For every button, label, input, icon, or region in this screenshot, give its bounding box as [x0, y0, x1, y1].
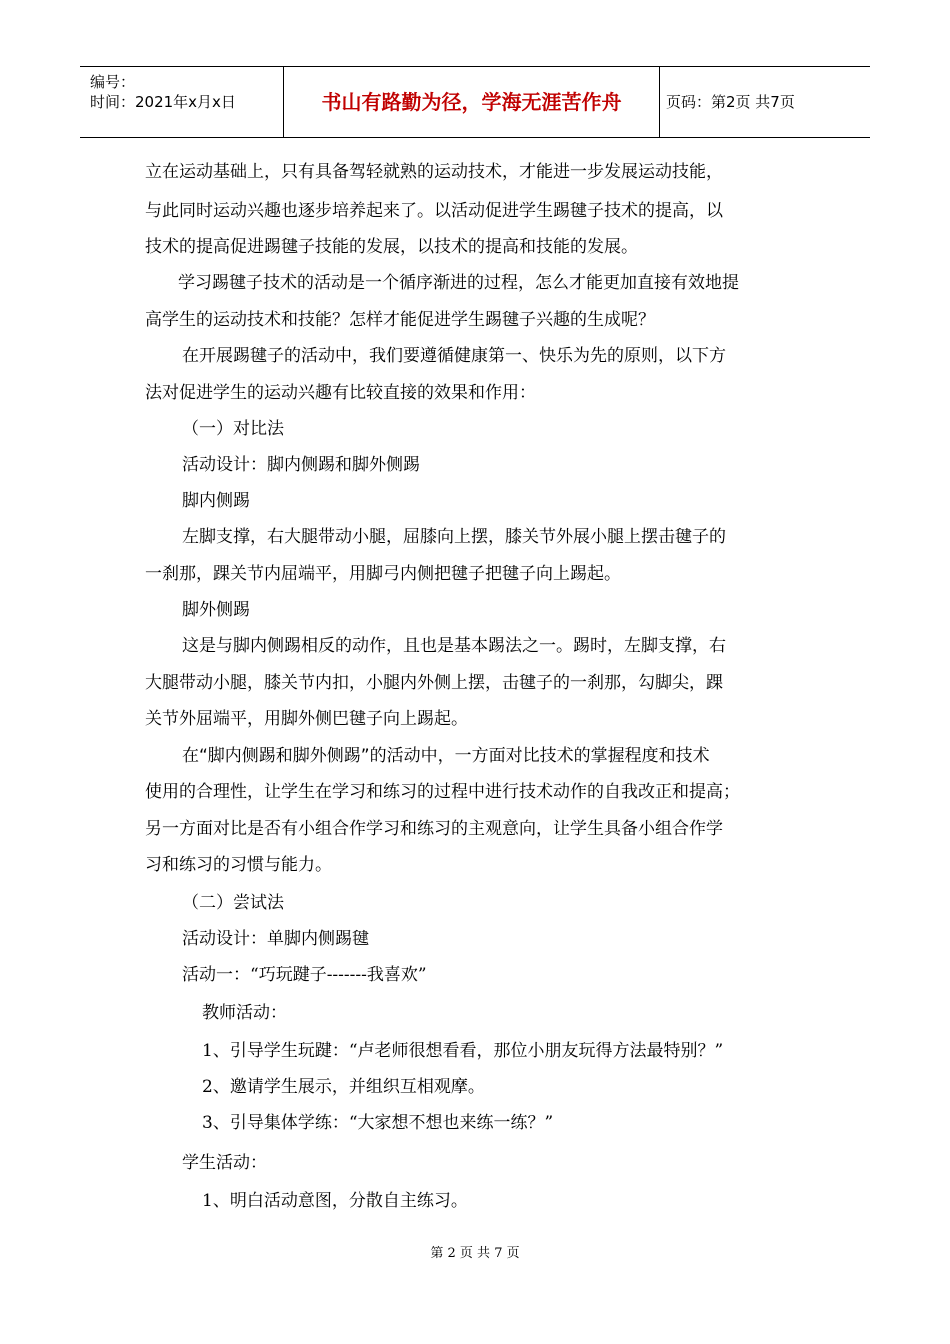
section-heading: （一）对比法 [182, 419, 284, 439]
body-line: 立在运动基础上，只有具备驾轻就熟的运动技术，才能进一步发展运动技能， [145, 162, 723, 182]
body-line: 在“脚内侧踢和脚外侧踢”的活动中，一方面对比技术的掌握程度和技术 [182, 746, 710, 766]
header-table [80, 66, 870, 138]
body-line: 活动设计：单脚内侧踢毽 [182, 929, 369, 949]
body-line: 学习踢毽子技术的活动是一个循序渐进的过程，怎么才能更加直接有效地提 [178, 273, 739, 293]
body-line: 与此同时运动兴趣也逐步培养起来了。以活动促进学生踢毽子技术的提高，以 [145, 201, 723, 221]
body-line: 大腿带动小腿，膝关节内扣，小腿内外侧上摆，击毽子的一刹那，勾脚尖，踝 [145, 673, 723, 693]
body-line: 这是与脚内侧踢相反的动作，且也是基本踢法之一。踢时，左脚支撑，右 [182, 636, 726, 656]
list-item: 1、引导学生玩踺：“卢老师很想看看，那位小朋友玩得方法最特别？” [202, 1041, 724, 1061]
body-line: 学生活动： [182, 1153, 267, 1173]
number-label: 编号： [90, 73, 136, 91]
time-label: 时间：2021年x月x日 [90, 93, 236, 111]
list-item: 2、邀请学生展示，并组织互相观摩。 [202, 1077, 485, 1097]
body-line: 活动一：“巧玩踺子-------我喜欢” [182, 965, 427, 985]
body-line: 活动设计：脚内侧踢和脚外侧踢 [182, 455, 420, 475]
body-line: 一刹那，踝关节内屈端平，用脚弓内侧把毽子把毽子向上踢起。 [145, 564, 621, 584]
body-line: 左脚支撑，右大腿带动小腿，屈膝向上摆，膝关节外展小腿上摆击毽子的 [182, 527, 726, 547]
list-item: 1、明白活动意图，分散自主练习。 [202, 1191, 468, 1211]
body-line: 在开展踢毽子的活动中，我们要遵循健康第一、快乐为先的原则，以下方 [182, 346, 726, 366]
sub-heading: 脚外侧踢 [182, 600, 250, 620]
page-label: 页码：第2页 共7页 [666, 93, 795, 111]
body-line: 关节外屈端平，用脚外侧巴毽子向上踢起。 [145, 709, 468, 729]
list-item: 3、引导集体学练：“大家想不想也来练一练？” [202, 1113, 554, 1133]
page-footer: 第 2 页 共 7 页 [430, 1246, 520, 1261]
body-line: 习和练习的习惯与能力。 [145, 855, 332, 875]
sub-heading: 脚内侧踢 [182, 491, 250, 511]
body-line: 技术的提高促进踢毽子技能的发展，以技术的提高和技能的发展。 [145, 237, 638, 257]
body-line: 高学生的运动技术和技能？怎样才能促进学生踢毽子兴趣的生成呢？ [145, 310, 655, 330]
body-line: 法对促进学生的运动兴趣有比较直接的效果和作用： [145, 383, 536, 403]
header-slogan-cell [284, 67, 660, 137]
header-meta-cell [80, 67, 284, 137]
slogan: 书山有路勤为径，学海无涯苦作舟 [321, 90, 622, 114]
body-line: 另一方面对比是否有小组合作学习和练习的主观意向，让学生具备小组合作学 [145, 819, 723, 839]
body-line: 使用的合理性，让学生在学习和练习的过程中进行技术动作的自我改正和提高； [145, 782, 740, 802]
body-line: 教师活动： [202, 1003, 287, 1023]
header-page-cell [660, 67, 870, 137]
section-heading: （二）尝试法 [182, 893, 284, 913]
